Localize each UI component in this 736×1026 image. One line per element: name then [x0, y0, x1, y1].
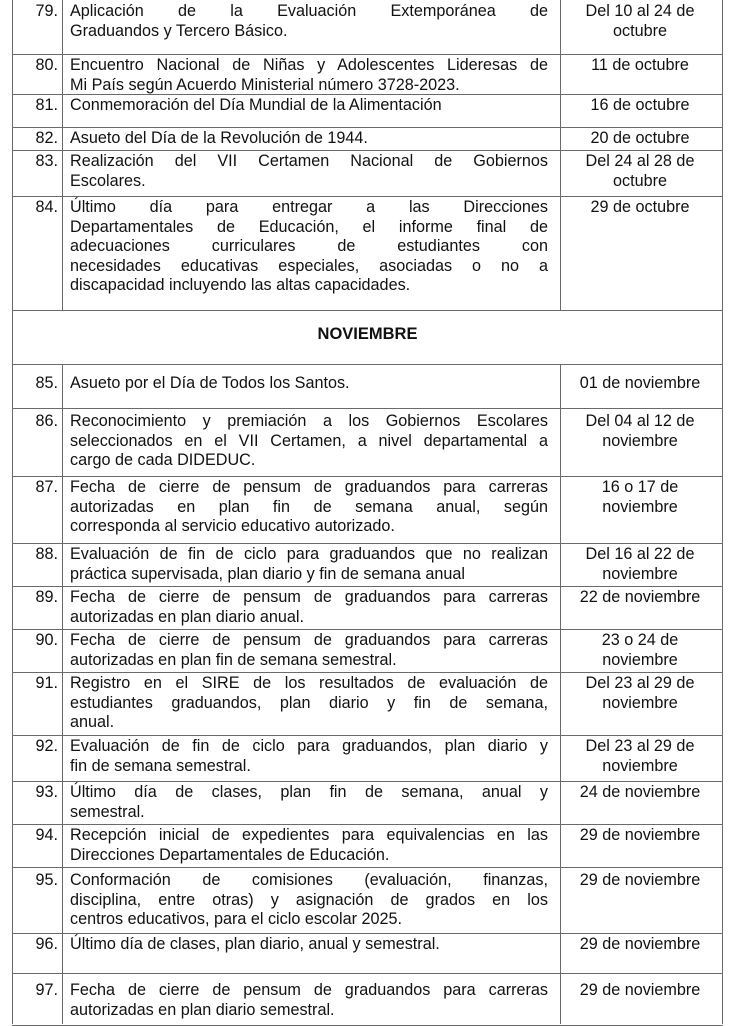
activity-description [70, 545, 548, 584]
description-line: centros educativos, para el ciclo escolar 2025. [70, 910, 403, 928]
item-number: 86. [35, 412, 58, 430]
description-line: Último día de clases, plan diario, anual y semestral. [70, 935, 440, 953]
description-line: cargo de cada DIDEDUC. [70, 451, 256, 469]
date-line: noviembre [602, 650, 678, 669]
date-line: noviembre [602, 497, 678, 516]
description-line: Evaluación de fin de ciclo para graduandos, plan diario y [70, 737, 548, 755]
activity-date [565, 674, 715, 713]
table-row [12, 127, 723, 151]
description-line: anual. [70, 713, 115, 731]
date-line: 29 de noviembre [579, 935, 701, 953]
date-line: Del 16 al 22 de [585, 545, 695, 563]
table-row [12, 824, 723, 868]
activity-description [70, 374, 548, 394]
description-line: Recepción inicial de expedientes para equivalencias en las [70, 826, 548, 844]
date-line: 20 de octubre [590, 129, 690, 147]
date-line: 16 o 17 de [601, 478, 679, 496]
description-line: disciplina, entre otras) y asignación de grados en los [70, 890, 548, 909]
date-line: octubre [613, 171, 667, 190]
date-line: 23 o 24 de [601, 631, 679, 649]
date-line: noviembre [602, 693, 678, 712]
activity-date [565, 129, 715, 149]
table-row [12, 735, 723, 782]
activity-date [565, 737, 715, 776]
activity-date [565, 588, 715, 608]
activity-date [565, 478, 715, 517]
item-number: 97. [35, 981, 58, 999]
table-row [12, 94, 723, 128]
table-row [12, 476, 723, 544]
item-number: 92. [35, 737, 58, 755]
activity-date [565, 935, 715, 955]
date-line: 01 de noviembre [579, 374, 701, 392]
date-line: 29 de octubre [590, 198, 690, 216]
description-line: Asueto del Día de la Revolución de 1944. [70, 129, 368, 147]
description-line: Reconocimiento y premiación a los Gobiernos Escolares [70, 412, 548, 430]
item-number: 94. [35, 826, 58, 844]
date-line: Del 10 al 24 de [585, 2, 695, 20]
description-line: necesidades educativas especiales, asociadas o no a [70, 256, 548, 275]
table-row [12, 150, 723, 197]
description-line: Fecha de cierre de pensum de graduandos para carreras [70, 588, 548, 606]
activity-date [565, 152, 715, 191]
description-line: Departamentales de Educación, el informe final de [70, 217, 548, 236]
description-line: Asueto por el Día de Todos los Santos. [70, 374, 350, 392]
table-row [12, 543, 723, 587]
activity-description [70, 2, 548, 41]
date-line: Del 23 al 29 de [585, 737, 695, 755]
description-line: estudiantes graduandos, plan diario y fin de semana, [70, 693, 548, 712]
description-line: Conmemoración del Día Mundial de la Alimentación [70, 96, 442, 114]
date-line: 29 de noviembre [579, 871, 701, 889]
activity-description [70, 737, 548, 776]
date-line: 29 de noviembre [579, 981, 701, 999]
table-row [12, 364, 723, 409]
activity-description [70, 631, 548, 670]
activity-date [565, 826, 715, 846]
date-line: 22 de noviembre [579, 588, 701, 606]
table-row [12, 54, 723, 95]
table-row [12, 781, 723, 825]
table-row [12, 0, 723, 55]
activity-date [565, 2, 715, 41]
description-line: Graduandos y Tercero Básico. [70, 21, 288, 40]
description-line: Mi País según Acuerdo Ministerial número 3728-2023. [70, 75, 460, 94]
description-line: Último día para entregar a las Direcciones [70, 198, 548, 216]
description-line: Evaluación de fin de ciclo para graduandos que no realizan [70, 545, 548, 563]
description-line: autorizadas en plan fin de semana anual, según [70, 497, 548, 516]
activity-description [70, 981, 548, 1020]
item-number: 85. [35, 374, 58, 392]
item-number: 96. [35, 935, 58, 953]
item-number: 79. [35, 2, 58, 20]
table-row [12, 867, 723, 934]
description-line: Fecha de cierre de pensum de graduandos para carreras [70, 631, 548, 649]
item-number: 89. [35, 588, 58, 606]
date-line: noviembre [602, 564, 678, 583]
description-line: Conformación de comisiones (evaluación, finanzas, [70, 871, 548, 889]
activity-date [565, 545, 715, 584]
item-number: 84. [35, 198, 58, 216]
activity-description [70, 129, 548, 149]
description-line: Fecha de cierre de pensum de graduandos para carreras [70, 478, 548, 496]
table-row [12, 408, 723, 477]
activity-description [70, 826, 548, 865]
description-line: Encuentro Nacional de Niñas y Adolescentes Lideresas de [70, 56, 548, 74]
description-line: Fecha de cierre de pensum de graduandos para carreras [70, 981, 548, 999]
date-line: octubre [613, 21, 667, 40]
activity-date [565, 783, 715, 803]
activity-description [70, 96, 548, 116]
date-line: Del 04 al 12 de [585, 412, 695, 430]
description-line: Aplicación de la Evaluación Extemporánea de [70, 2, 548, 20]
item-number: 91. [35, 674, 58, 692]
activity-date [565, 412, 715, 451]
date-line: Del 23 al 29 de [585, 674, 695, 692]
activity-description [70, 198, 548, 296]
description-line: autorizadas en plan diario semestral. [70, 1000, 335, 1019]
description-line: autorizadas en plan fin de semana semestral. [70, 650, 397, 669]
date-line: 24 de noviembre [579, 783, 701, 801]
activity-description [70, 935, 548, 955]
item-number: 87. [35, 478, 58, 496]
description-line: Direcciones Departamentales de Educación. [70, 845, 390, 864]
table-row [12, 196, 723, 311]
activity-description [70, 871, 548, 930]
description-line: seleccionados en el VII Certamen, a nivel departamental a [70, 431, 548, 450]
table-row [12, 629, 723, 673]
description-line: semestral. [70, 802, 145, 821]
description-line: corresponda al servicio educativo autorizado. [70, 517, 395, 535]
activity-date [565, 981, 715, 1001]
item-number: 88. [35, 545, 58, 563]
activity-date [565, 374, 715, 394]
description-line: Escolares. [70, 171, 146, 190]
table-row [12, 586, 723, 630]
item-number: 80. [35, 56, 58, 74]
item-number: 82. [35, 129, 58, 147]
month-heading: NOVIEMBRE [317, 325, 418, 343]
date-line: 16 de octubre [590, 96, 690, 114]
table-row [12, 933, 723, 974]
item-number: 90. [35, 631, 58, 649]
description-line: fin de semana semestral. [70, 756, 251, 775]
description-line: Realización del VII Certamen Nacional de Gobiernos [70, 152, 548, 170]
description-line: autorizadas en plan diario anual. [70, 607, 304, 626]
item-number: 83. [35, 152, 58, 170]
activity-description [70, 588, 548, 627]
date-line: 29 de noviembre [579, 826, 701, 844]
item-number: 95. [35, 871, 58, 889]
table-row [12, 672, 723, 736]
activity-date [565, 871, 715, 891]
date-line: noviembre [602, 756, 678, 775]
item-number: 93. [35, 783, 58, 801]
description-line: práctica supervisada, plan diario y fin de semana anual [70, 564, 466, 583]
activity-date [565, 198, 715, 218]
activity-date [565, 56, 715, 76]
table-row [12, 973, 723, 1026]
description-line: Último día de clases, plan fin de semana, anual y [70, 783, 548, 801]
description-line: adecuaciones curriculares de estudiantes con [70, 237, 548, 255]
date-line: noviembre [602, 431, 678, 450]
date-line: 11 de octubre [591, 56, 689, 74]
item-number: 81. [35, 96, 58, 114]
activity-description [70, 478, 548, 537]
date-line: Del 24 al 28 de [585, 152, 695, 170]
activity-description [70, 412, 548, 471]
activity-description [70, 152, 548, 191]
activity-date [565, 631, 715, 670]
description-line: Registro en el SIRE de los resultados de evaluación de [70, 674, 548, 692]
description-line: discapacidad incluyendo las altas capacidades. [70, 276, 411, 294]
activity-date [565, 96, 715, 116]
activity-description [70, 783, 548, 822]
activity-description [70, 674, 548, 733]
activity-description [70, 56, 548, 95]
